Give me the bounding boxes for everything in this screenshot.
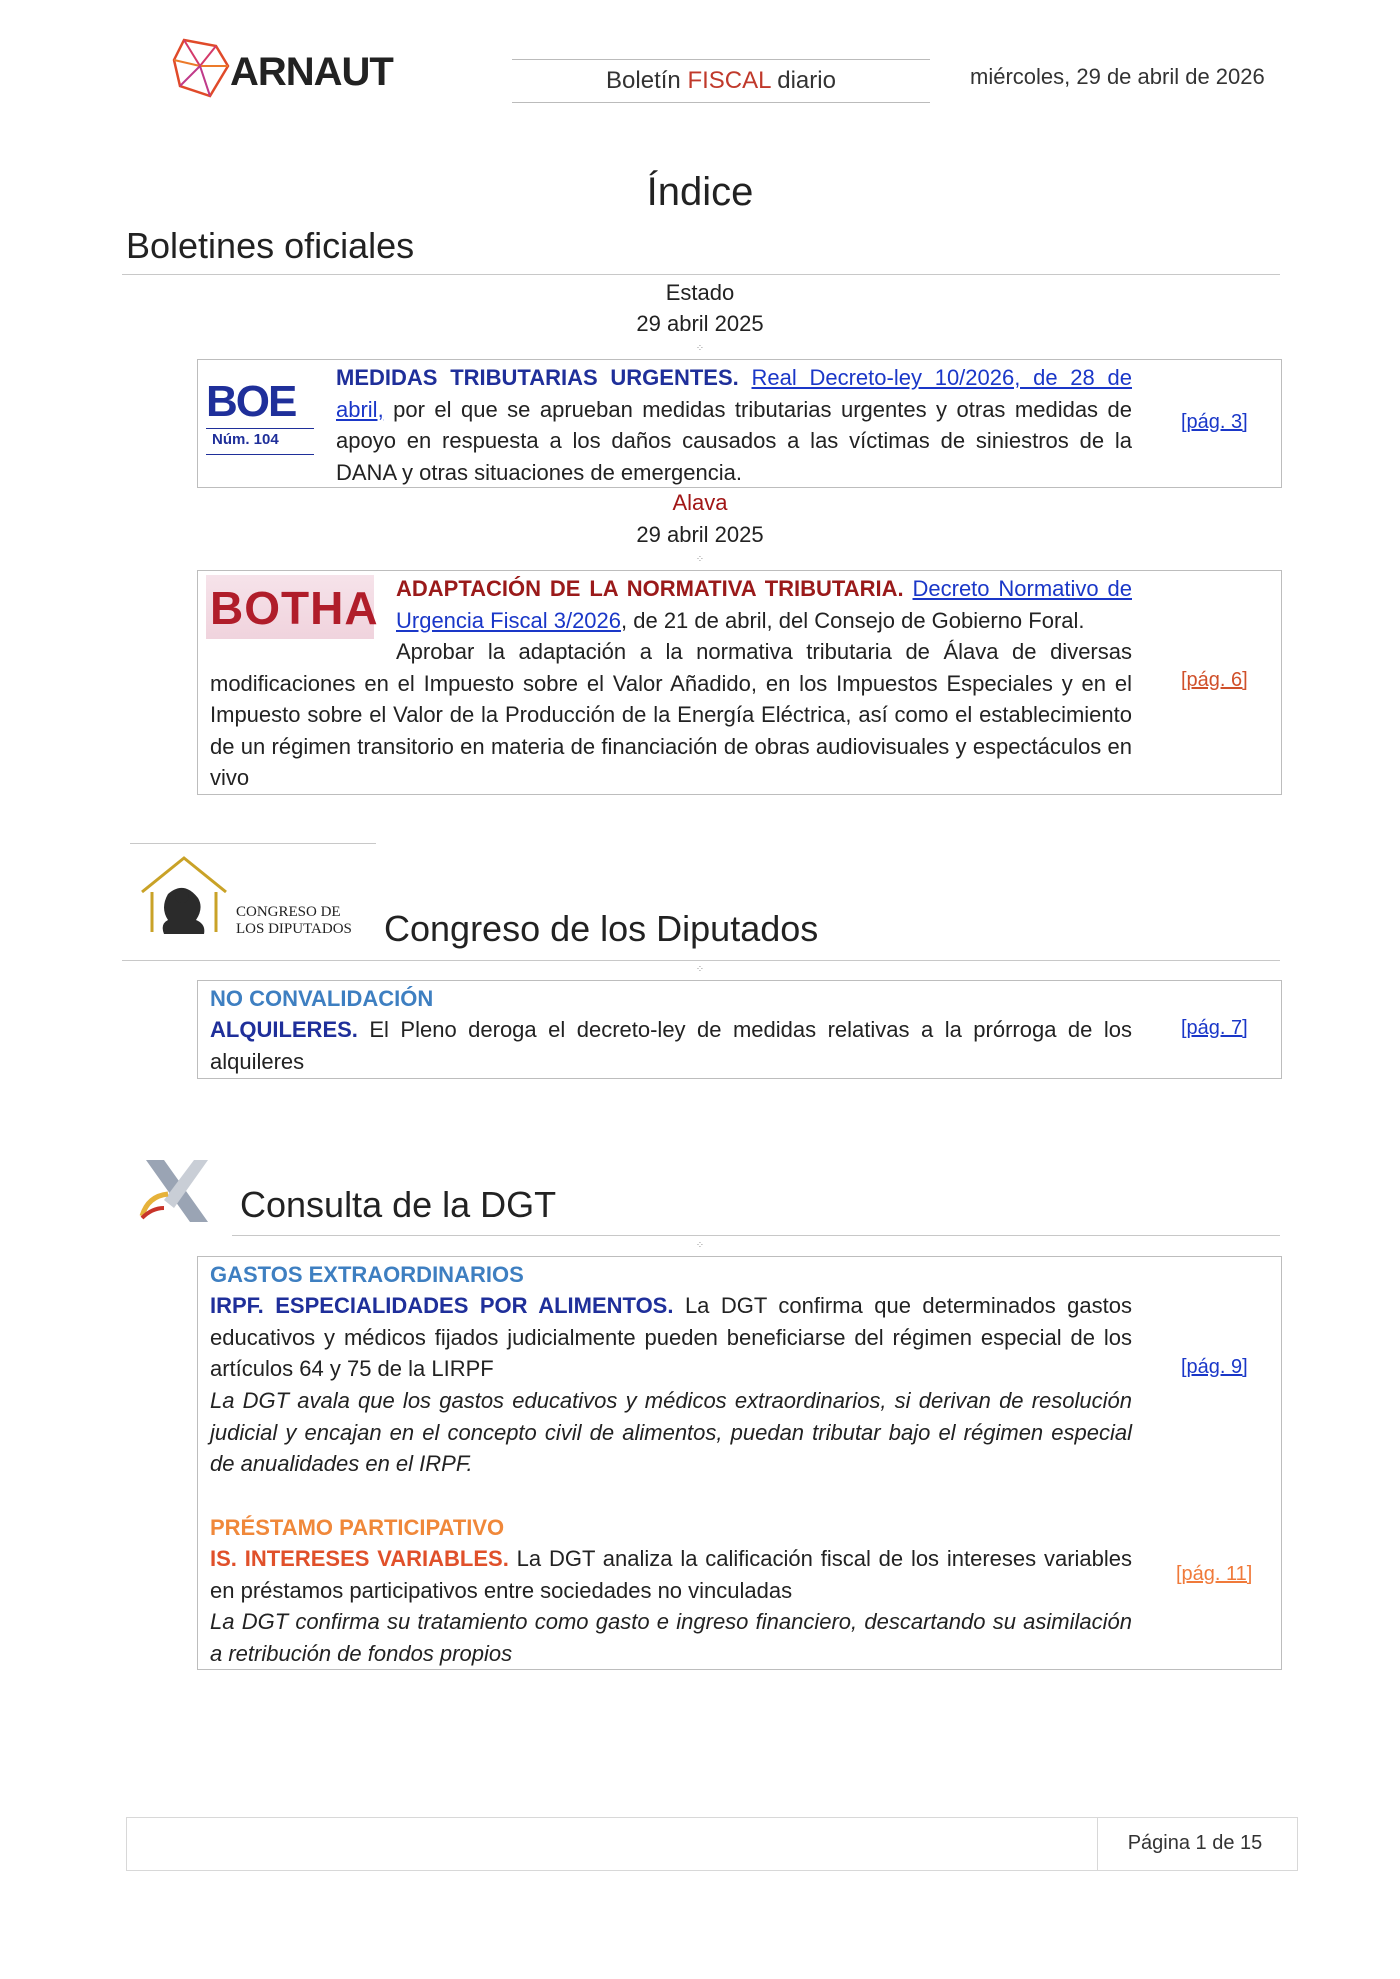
botha-logo-text: BOTHA [210,582,379,634]
boe-item-body: por el que se aprueban medidas tributarias urgentes y otras medidas de apoyo en respuesta a los daños causados a las víctimas de siniestros de la DANA y otras situaciones de emergencia. [336,396,1132,485]
anchor-mark: ⁘ [695,964,705,975]
congreso-card [197,980,1282,1079]
botha-item-text-bottom [210,636,1132,794]
dgt-item-2-category: PRÉSTAMO PARTICIPATIVO [210,1515,505,1540]
dgt-card [197,1256,1282,1670]
botha-item-heading: ADAPTACIÓN DE LA NORMATIVA TRIBUTARIA. [396,576,904,601]
anchor-mark: ⁘ [695,343,705,354]
congreso-item-text [210,1014,1132,1077]
botha-item-link[interactable]: Decreto Normativo de Urgencia Fiscal 3/2026 [396,576,1132,633]
congreso-item-body: El Pleno deroga el decreto-ley de medidas relativas a la prórroga de los alquileres [210,1017,1132,1074]
estado-label: Estado [665,280,735,305]
arnaut-logo-icon [170,36,234,102]
boe-item-text [336,362,1132,488]
congreso-lion-icon [138,852,230,942]
aeat-logo-icon [138,1156,216,1226]
section-title-congreso: Congreso de los Diputados [384,908,819,949]
alava-date: 29 abril 2025 [636,522,764,547]
congreso-logo-caption [236,904,352,938]
dgt-item-1-summary: La DGT avala que los gastos educativos y médicos extraordinarios, si derivan de resolución judicial y encajan en el concepto civil de alimentos, puedan tributar bajo el régimen especial de anualidades en el IRPF. [210,1388,1132,1476]
dgt-item-2-page-link[interactable]: [pág. 11] [1176,1563,1253,1585]
section-rule [232,1235,1280,1236]
boe-item-heading: MEDIDAS TRIBUTARIAS URGENTES. [336,365,739,390]
botha-page-link[interactable]: [pág. 6] [1181,669,1248,691]
dgt-item-2-text [210,1543,1132,1606]
index-title: Índice [646,170,754,214]
boe-rule-top [206,428,314,429]
botha-badge [206,575,379,639]
botha-item-body-b: Aprobar la adaptación a la normativa tributaria de Álava de diversas modificaciones en el Impuesto sobre el Valor Añadido, en los Impuestos Especiales y en el Impuesto sobre el Valor de la Producción de la Energía Eléctrica, así como el establecimiento de un régimen transitorio en materia de financiación de obras audiovisuales y espectáculos en vivo [210,639,1132,790]
dgt-item-1-category: GASTOS EXTRAORDINARIOS [210,1262,524,1287]
logo-text: ARNAUT [230,50,393,94]
congreso-logo-line2: LOS DIPUTADOS [236,921,352,937]
congreso-logo-rule [130,843,376,844]
anchor-mark: ⁘ [695,554,705,565]
alava-label: Alava [672,490,728,515]
congreso-item-heading: ALQUILERES. [210,1017,358,1042]
botha-item-body-a: , de 21 de abril, del Consejo de Gobierno Foral. [621,607,1085,633]
dgt-item-2-summary: La DGT confirma su tratamiento como gasto e ingreso financiero, descartando su asimilación a retribución de fondos propios [210,1609,1132,1666]
congreso-logo-line1: CONGRESO DE [236,904,341,920]
page-number: Página 1 de 15 [1127,1832,1263,1854]
dgt-item-1-heading: IRPF. ESPECIALIDADES POR ALIMENTOS. [210,1293,674,1318]
section-rule [122,960,1280,961]
section-rule [122,274,1280,275]
congreso-page-link[interactable]: [pág. 7] [1181,1017,1248,1039]
dgt-item-2-heading: IS. INTERESES VARIABLES. [210,1546,509,1571]
footer-separator [1097,1817,1098,1871]
section-title-dgt: Consulta de la DGT [240,1184,557,1225]
boe-number: Núm. 104 [212,431,279,448]
dgt-item-1-text [210,1290,1132,1385]
bulletin-title: Boletín FISCAL diario [512,59,930,103]
congreso-item-category: NO CONVALIDACIÓN [210,986,434,1011]
boe-page-link[interactable]: [pág. 3] [1181,411,1248,433]
anchor-mark: ⁘ [695,1240,705,1251]
dgt-item-1-page-link[interactable]: [pág. 9] [1181,1356,1248,1378]
bulletin-fiscal-word: FISCAL [687,67,771,94]
boe-badge [206,376,314,472]
boe-rule-bottom [206,454,314,455]
header-date: miércoles, 29 de abril de 2026 [970,64,1265,89]
botha-item-text-top [396,573,1132,636]
boe-card [197,359,1282,488]
boe-item-link[interactable]: Real Decreto-ley 10/2026, de 28 de abril, [336,365,1132,422]
dgt-item-2-body: La DGT analiza la calificación fiscal de los intereses variables en préstamos participativos entre sociedades no vinculadas [210,1546,1133,1603]
estado-date: 29 abril 2025 [636,311,764,336]
botha-card [197,570,1282,795]
boe-logo-text: BOE [206,377,296,426]
dgt-item-1-body: La DGT confirma que determinados gastos educativos y médicos fijados judicialmente pueden beneficiarse del régimen especial de los artículos 64 y 75 de la LIRPF [210,1293,1132,1381]
section-title-boletines: Boletines oficiales [126,225,415,266]
